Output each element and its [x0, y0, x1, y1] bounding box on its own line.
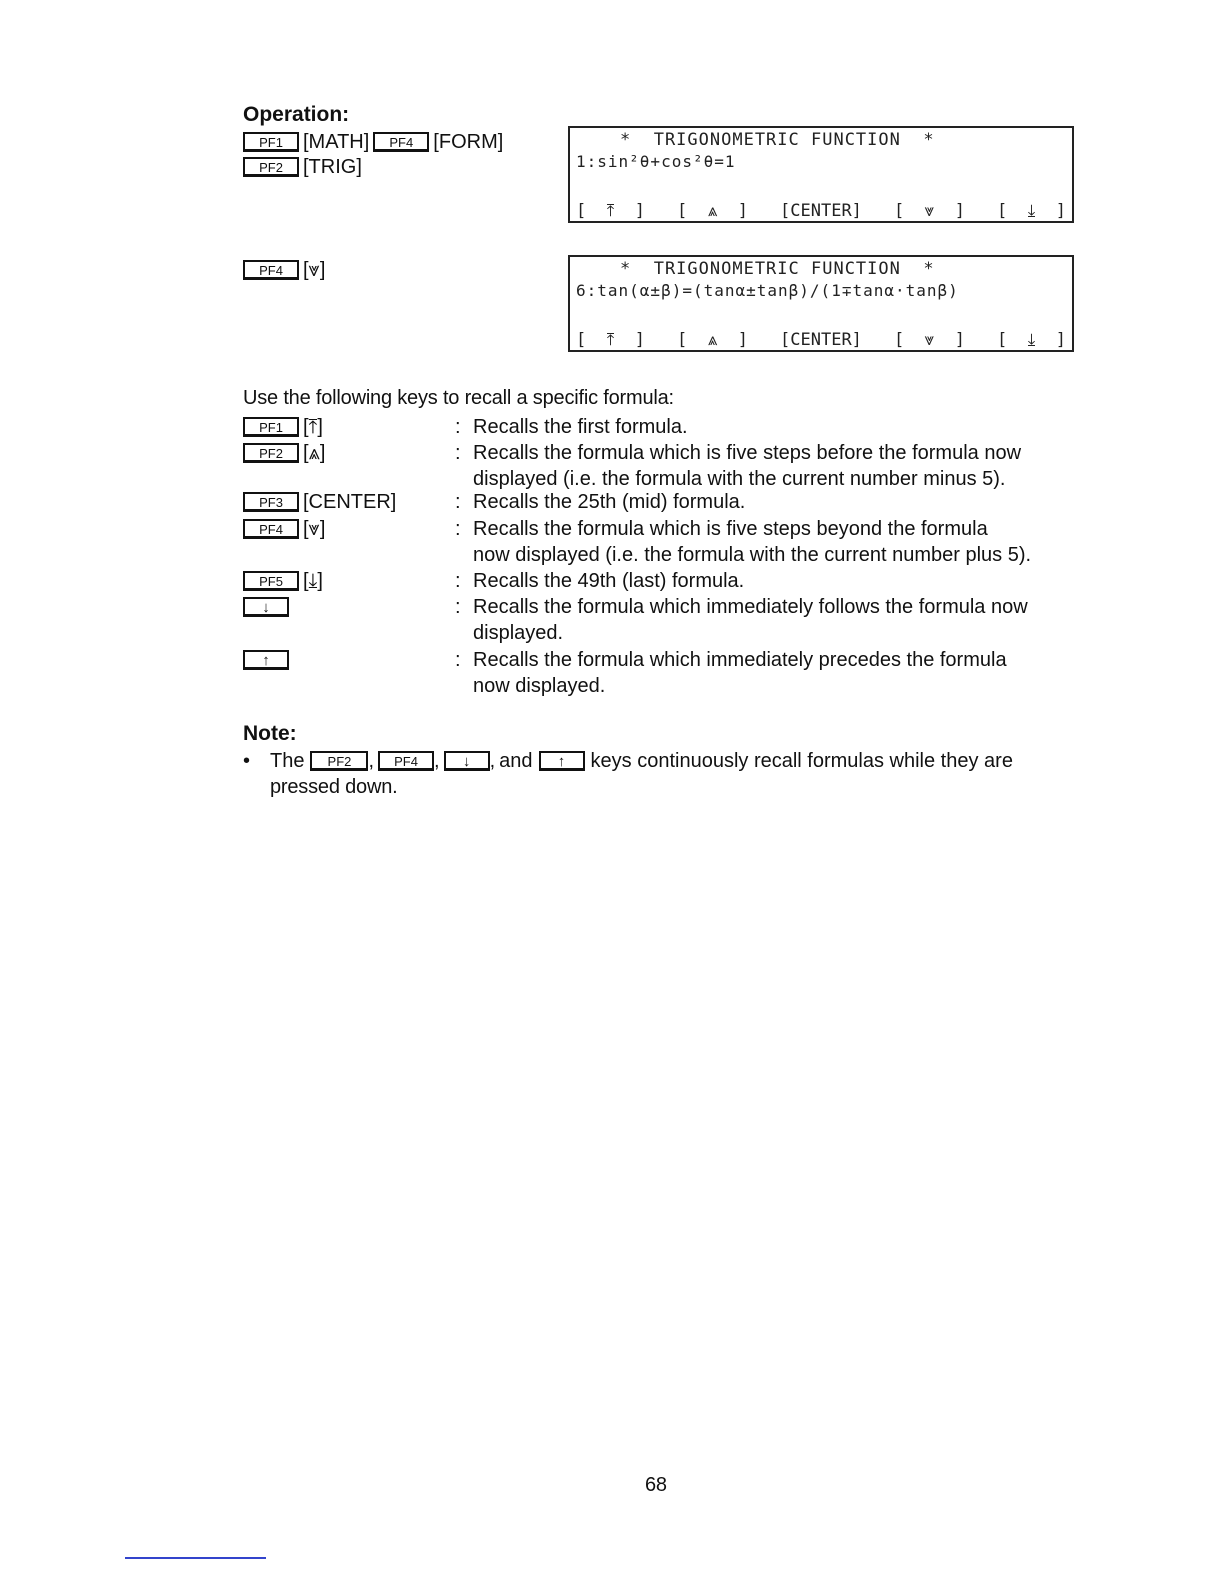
- recall-key-pf5: [243, 568, 323, 594]
- pf2-key: PF2: [243, 157, 299, 177]
- screen-menu-bar: [570, 197, 1072, 221]
- desc-line: Recalls the formula which immediately follows the formula now: [473, 596, 1028, 618]
- form-label: [FORM]: [433, 130, 504, 153]
- desc-line: displayed.: [473, 622, 564, 644]
- pf3-key: PF3: [243, 492, 299, 512]
- desc-line: Recalls the 25th (mid) formula.: [473, 491, 746, 513]
- pf4-key: PF4: [243, 260, 299, 280]
- down-arrow-key: ↓: [444, 751, 490, 771]
- colon: :: [455, 596, 461, 618]
- pf1-key: PF1: [243, 132, 299, 152]
- operation-step-1: [243, 129, 503, 155]
- recall-key-down: [243, 594, 293, 620]
- recall-key-up: [243, 647, 293, 673]
- colon: :: [455, 649, 461, 671]
- recall-key-label: [⤓]: [303, 569, 323, 592]
- comma: ,: [489, 749, 496, 772]
- menu-center-item: [CENTER]: [780, 330, 862, 350]
- menu-next5-item: [ ⩔ ]: [893, 201, 965, 221]
- pf4-key: PF4: [378, 751, 434, 771]
- menu-prev5-item: [ ⩓ ]: [676, 330, 748, 350]
- desc-line: displayed (i.e. the formula with the current number minus 5).: [473, 468, 1006, 490]
- desc-line: Recalls the formula which is five steps beyond the formula: [473, 518, 988, 540]
- bullet: •: [243, 749, 251, 772]
- up-arrow-key: ↑: [539, 751, 585, 771]
- comma: ,: [368, 749, 375, 772]
- operation-step-2: [243, 154, 362, 180]
- pf5-key: PF5: [243, 571, 299, 591]
- colon: :: [455, 416, 461, 438]
- operation-heading: Operation:: [243, 103, 350, 126]
- comma: ,: [434, 749, 440, 772]
- menu-center-item: [CENTER]: [780, 201, 862, 221]
- recall-key-label: [⤒]: [303, 415, 323, 438]
- note-and: and: [499, 749, 533, 772]
- down-arrow-key: ↓: [243, 597, 289, 617]
- desc-line: Recalls the formula which immediately precedes the formula: [473, 649, 1007, 671]
- recall-key-label: [⩔]: [303, 517, 326, 540]
- colon: :: [455, 570, 461, 592]
- recall-key-pf2: [243, 440, 325, 466]
- note-heading: Note:: [243, 722, 297, 745]
- desc-line: Recalls the first formula.: [473, 416, 688, 438]
- menu-bottom-item: [ ⤓ ]: [997, 201, 1066, 221]
- desc-line: now displayed (i.e. the formula with the current number plus 5).: [473, 544, 1032, 566]
- menu-top-item: [ ⤒ ]: [576, 330, 645, 350]
- math-label: [MATH]: [303, 130, 370, 153]
- recall-key-pf4: [243, 516, 325, 542]
- note-the: The: [270, 749, 305, 772]
- pf1-key: PF1: [243, 417, 299, 437]
- colon: :: [455, 442, 461, 464]
- recall-key-label: [⩓]: [303, 441, 326, 464]
- menu-top-item: [ ⤒ ]: [576, 201, 645, 221]
- recall-key-pf3: [243, 489, 396, 515]
- menu-prev5-item: [ ⩓ ]: [676, 201, 748, 221]
- recall-key-label: [CENTER]: [303, 490, 397, 513]
- page-down-label: [⩔]: [303, 258, 326, 281]
- page-number: 68: [645, 1474, 667, 1496]
- note-line-2: pressed down.: [270, 776, 398, 798]
- calculator-screen-1: [568, 126, 1074, 223]
- note-text: keys continuously recall formulas while they are: [590, 749, 1013, 772]
- screen-title: * TRIGONOMETRIC FUNCTION *: [620, 130, 935, 150]
- colon: :: [455, 491, 461, 513]
- screen-formula: 1:sin²θ+cos²θ=1: [576, 152, 736, 171]
- note-line-1: [243, 748, 1013, 774]
- footer-rule: [125, 1557, 266, 1559]
- menu-bottom-item: [ ⤓ ]: [997, 330, 1066, 350]
- pf2-key: PF2: [243, 443, 299, 463]
- desc-line: Recalls the formula which is five steps before the formula now: [473, 442, 1022, 464]
- desc-line: Recalls the 49th (last) formula.: [473, 570, 745, 592]
- recall-key-pf1: [243, 414, 323, 440]
- trig-label: [TRIG]: [303, 155, 362, 178]
- pf2-key: PF2: [310, 751, 368, 771]
- up-arrow-key: ↑: [243, 650, 289, 670]
- colon: :: [455, 518, 461, 540]
- screen-formula: 6:tan(α±β)=(tanα±tanβ)/(1∓tanα·tanβ): [576, 281, 959, 300]
- desc-line: now displayed.: [473, 675, 606, 697]
- pf4-key: PF4: [243, 519, 299, 539]
- operation-step-3: [243, 257, 325, 283]
- screen-menu-bar: [570, 326, 1072, 350]
- screen-title: * TRIGONOMETRIC FUNCTION *: [620, 259, 935, 279]
- pf4-key: PF4: [373, 132, 429, 152]
- menu-next5-item: [ ⩔ ]: [893, 330, 965, 350]
- recall-intro: Use the following keys to recall a specific formula:: [243, 387, 674, 409]
- calculator-screen-2: [568, 255, 1074, 352]
